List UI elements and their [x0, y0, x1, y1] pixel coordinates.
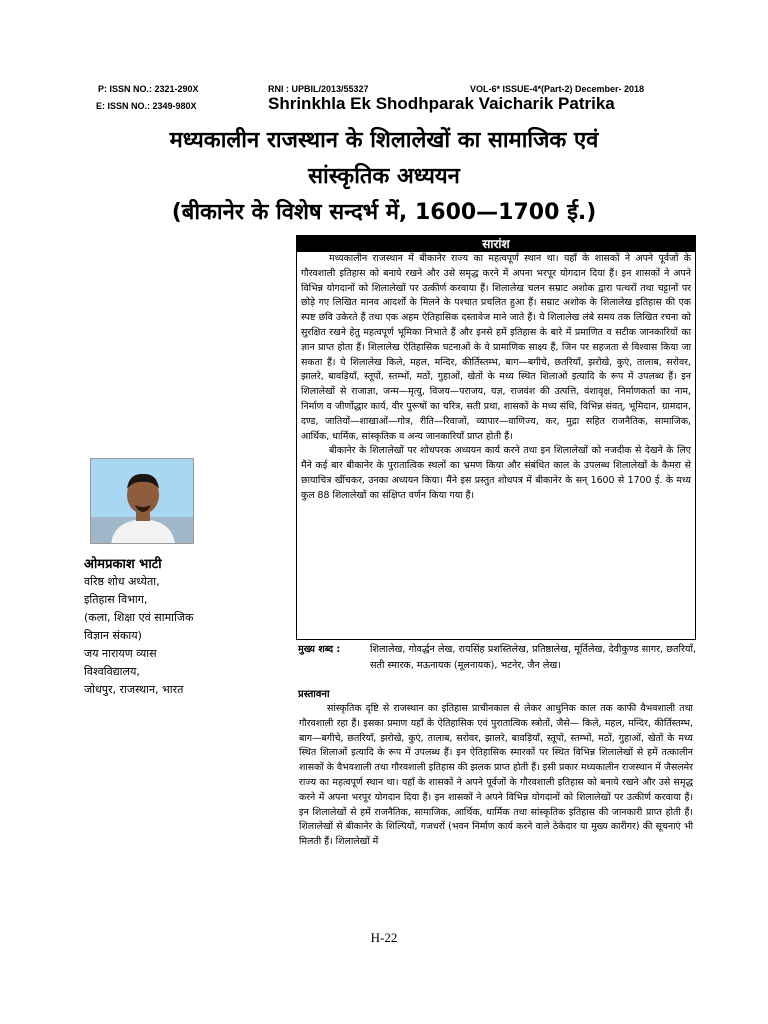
author-location: जोधपुर, राजस्थान, भारत: [84, 683, 184, 696]
title-line-1: मध्यकालीन राजस्थान के शिलालेखों का सामाजिक एवं: [169, 128, 599, 153]
title-line-2: सांस्कृतिक अध्ययन: [308, 164, 460, 189]
author-portrait-image: [91, 459, 194, 544]
introduction-body: [296, 702, 696, 914]
introduction-heading: प्रस्तावना: [298, 689, 330, 700]
author-designation: वरिष्ठ शोध अध्येता,: [84, 575, 160, 588]
p-issn: P: ISSN NO.: 2321-290X: [98, 84, 199, 94]
page-number: H-22: [370, 930, 398, 945]
keywords-block: [298, 642, 696, 674]
author-university-line-2: विश्वविद्यालय,: [84, 665, 140, 678]
author-name: ओमप्रकाश भाटी: [84, 557, 162, 572]
abstract-box: [296, 235, 696, 640]
abstract-paragraph-2: बीकानेर के शिलालेखों पर शोधपरक अध्ययन कार्य करने तथा इन शिलालेखों को नजदीक से देखने के लिए मैंने कई बार बीकानेर के पुरातात्विक स्थलों का भ्रमण किया और संबंधित काल के उपलब्ध शिलालेखों के कैमरा से छायाचित्र खींचकर, उनका अध्ययन किया। मैंने इस प्रस्तुत शोधपत्र में बीकानेर के सन् 1600 से 1700 ई. के मध्य कुल 88 शिलालेखों का संक्षिप्त वर्णन किया गया हैं।: [301, 445, 691, 501]
abstract-paragraph-1: मध्यकालीन राजस्थान में बीकानेर राज्य का महत्वपूर्ण स्थान था। यहाँ के शासकों ने अपने पूर्वजों के गौरवशाली इतिहास को बनाये रखने और उसे समृद्ध करने में अपना भरपूर योगदान दिया हैं। इन शासकों ने अपने विभिन्न योगदानों को शिलालेखों पर उत्कीर्ण करवाया हैं। शिलालेख चलन सम्राट अशोक द्वारा पत्थरों तथा चट्टानों पर छोड़े गए लिखित मानव आदर्शों के मिलने के पश्चात प्रचलित हुआ हैं। सम्राट अशोक के शिलालेख इतिहास की एक स्पष्ट छवि उकेरते हैं तथा एक अहम ऐतिहासिक दस्तावेज माने जाते हैं। ये शिलालेख लंबे समय तक लिखित रचना को सुरक्षित रखने हेतु महत्वपूर्ण भूमिका निभाते हैं और इनसे हमें इतिहास के बारे में प्रमाणित व सटीक जानकारियों का ज्ञान प्राप्त होता हैं। शिलालेख ऐतिहासिक घटनाओं के वे प्रामाणिक साक्ष्य हैं, जिन पर सहजता से विश्वास किया जा सकता हैं। ये शिलालेख किले, महल, मन्दिर, कीर्तिस्तम्भ, बाग—बगीचे, छतरियाँ, झरोखे, कुएं, तालाब, सरोवर, झालरे, बावड़ियाँ, स्तूपों, स्तम्भों, मठों, गुहाओं, खेतों के मध्य स्थित शिलाओं इत्यादि के रूप में उपलब्ध हैं। इन शिलालेखों से राजाज्ञा, जन्म—मृत्यु, विजय—पराजय, यज्ञ, राजवंश की उत्पत्ति, वंशावृक्ष, निर्माणकर्ता का नाम, निर्माण व जीर्णोद्धार कार्य, वीर पुरूषों का चरित्र, सती प्रथा, शासकों के मध्य संधि, विभिन्न संवत्, भूमिदान, ग्रामदान, दण्ड, जातियों—शाखाओं—गोत्र, रीति—रिवाजों, व्यापार—वाणिज्य, कर, मुद्रा सहित राजनैतिक, सामाजिक, आर्थिक, धार्मिक, सांस्कृतिक व अन्य जानकारियाँ प्राप्त होती हैं।: [301, 253, 691, 442]
keywords-text: शिलालेख, गोवर्द्धन लेख, रायसिंह प्रशस्तिलेख, प्रतिष्ठालेख, मूर्तिलेख, देवीकुण्ड सागर, छतरियाँ, सती स्मारक, मऊनायक (मूलनायक), भटनेर, जैन लेख।: [370, 644, 696, 671]
title-line-3: (बीकानेर के विशेष सन्दर्भ में, 1600—1700 ई.): [171, 200, 597, 225]
volume-issue: VOL-6* ISSUE-4*(Part-2) December- 2018: [470, 84, 645, 94]
e-issn: E: ISSN NO.: 2349-980X: [96, 101, 197, 111]
introduction-paragraph: सांस्कृतिक दृष्टि से राजस्थान का इतिहास प्राचीनकाल से लेकर आधुनिक काल तक काफी वैभवशाली तथा गौरवशाली रहा हैं। इसका प्रमाण यहाँ के ऐतिहासिक एवं पुरातात्विक स्त्रोतों, जैसे— किले, महल, मन्दिर, कीर्तिस्तम्भ, बाग—बगीचे, छतरियाँ, झरोखे, कुएं, तालाब, सरोवर, झालरे, बावड़ियाँ, स्तूपों, स्तम्भों, मठों, गुहाओं, खेतों के मध्य स्थित शिलाओं इत्यादि के रूप में उपलब्ध हैं। इन ऐतिहासिक स्मारकों पर स्थित विभिन्न शिलालेखों से हमें तत्कालीन शासकों के वैभवशाली तथा गौरवशाली इतिहास की झलक प्राप्त होती हैं। इसी प्रकार मध्यकालीन राजस्थान में जैसलमेर राज्य का महत्वपूर्ण स्थान था। यहाँ के शासकों ने अपने पूर्वजों के गौरवशाली इतिहास को बनाये रखने और उसे समृद्ध करने में अपना भरपूर योगदान दिया हैं। इन शासकों ने अपने विभिन्न योगदानों को शिलालेखों पर उत्कीर्ण करवाया हैं। इन शिलालेखों से हमें राजनैतिक, सामाजिक, आर्थिक, धार्मिक तथा सांस्कृतिक इतिहास की जानकारी प्राप्त होती हैं। शिलालेखों से बीकानेर के शिल्पियों, गजधरों (भवन निर्माण कार्य करने वाले ठेकेदार या मुख्य कारीगर) की सूचनाएं भी मिलती हैं। शिलालेखों में: [299, 703, 693, 848]
author-university-line-1: जय नारायण व्यास: [84, 647, 157, 660]
keywords-label: मुख्य शब्द :: [298, 644, 341, 655]
abstract-heading: सारांश: [297, 236, 695, 252]
author-faculty-line-2: विज्ञान संकाय): [84, 629, 142, 642]
author-department: इतिहास विभाग,: [84, 593, 148, 606]
author-photo: [90, 458, 194, 544]
journal-name: Shrinkhla Ek Shodhparak Vaicharik Patrika: [268, 94, 615, 113]
author-faculty-line-1: (कला, शिक्षा एवं सामाजिक: [84, 611, 194, 624]
rni-number: RNI : UPBIL/2013/55327: [268, 84, 369, 94]
